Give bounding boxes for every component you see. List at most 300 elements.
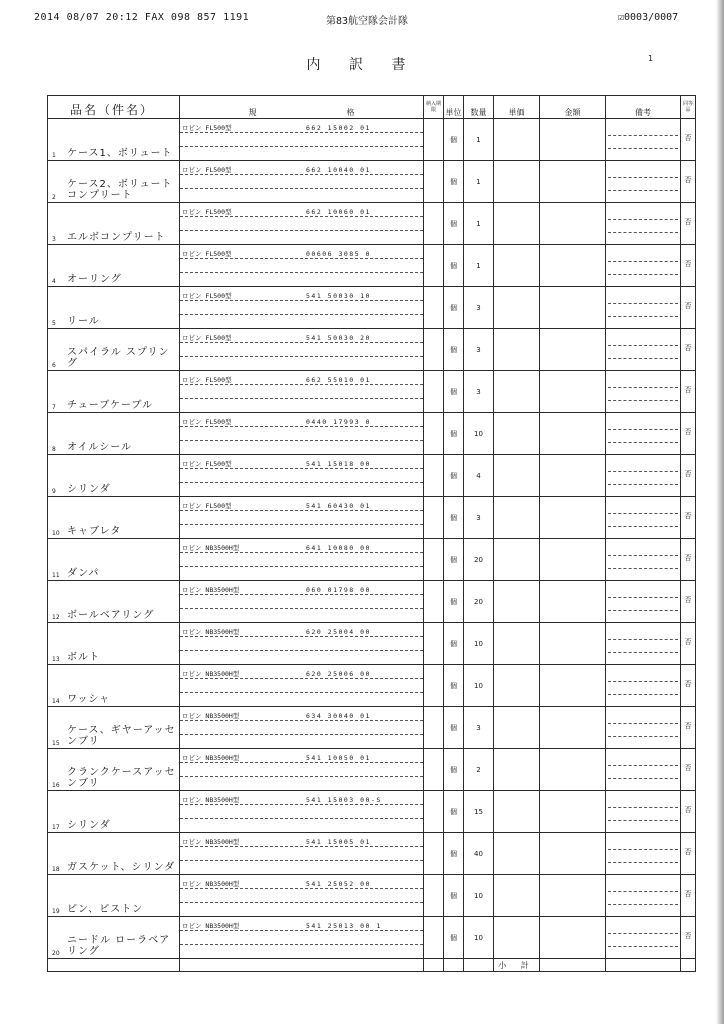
unit-cell: 個 <box>444 875 464 917</box>
spec-cell <box>180 875 424 917</box>
subtotal-blank <box>48 959 180 972</box>
unit-cell: 個 <box>444 413 464 455</box>
table-row <box>48 581 696 623</box>
qty-cell: 1 <box>464 161 494 203</box>
qty-cell: 10 <box>464 875 494 917</box>
spec-line <box>180 455 423 469</box>
item-name-cell <box>48 833 180 875</box>
tiny-col-cell <box>424 581 444 623</box>
spec-cell <box>180 665 424 707</box>
spec-model: ロビン NB3500H型 <box>182 628 240 636</box>
spec-blank-line <box>180 763 423 777</box>
equivalent-flag: 否 <box>681 581 696 623</box>
item-name: スパイラル スプリング <box>67 347 170 369</box>
spec-line <box>180 413 423 427</box>
note-line <box>608 501 678 514</box>
row-number: 6 <box>52 362 56 369</box>
table-row <box>48 161 696 203</box>
spec-cell <box>180 497 424 539</box>
spec-model: ロビン FL500型 <box>182 376 232 384</box>
note-line <box>608 123 678 136</box>
equivalent-flag: 否 <box>681 245 696 287</box>
item-name: ピン、ピストン <box>67 904 144 915</box>
spec-cell <box>180 455 424 497</box>
item-name-cell <box>48 497 180 539</box>
subtotal-amount <box>540 959 606 972</box>
table-row <box>48 245 696 287</box>
spec-model: ロビン NB3500H型 <box>182 712 240 720</box>
note-cell <box>606 749 681 791</box>
col-header-spec-a: 規 <box>248 108 257 117</box>
note-line <box>608 136 678 149</box>
note-line <box>608 934 678 947</box>
spec-blank-line <box>180 427 423 441</box>
row-number: 18 <box>52 866 60 873</box>
note-line <box>608 207 678 220</box>
qty-cell: 3 <box>464 371 494 413</box>
row-number: 12 <box>52 614 60 621</box>
row-number: 17 <box>52 824 60 831</box>
qty-cell: 1 <box>464 119 494 161</box>
item-name-cell <box>48 581 180 623</box>
note-line <box>608 346 678 359</box>
tiny-col-cell <box>424 833 444 875</box>
note-line <box>608 808 678 821</box>
item-name-cell <box>48 287 180 329</box>
equivalent-flag: 否 <box>681 917 696 959</box>
unit-cell: 個 <box>444 917 464 959</box>
table-header-row <box>48 96 696 119</box>
note-line <box>608 669 678 682</box>
note-cell <box>606 707 681 749</box>
unit-price-cell <box>494 161 540 203</box>
row-number: 20 <box>52 950 60 957</box>
note-line <box>608 921 678 934</box>
unit-cell: 個 <box>444 245 464 287</box>
row-number: 4 <box>52 278 56 285</box>
spec-line <box>180 119 423 133</box>
note-line <box>608 291 678 304</box>
spec-cell <box>180 581 424 623</box>
equivalent-flag: 否 <box>681 287 696 329</box>
spec-cell <box>180 833 424 875</box>
item-name-cell <box>48 791 180 833</box>
spec-line <box>180 371 423 385</box>
unit-price-cell <box>494 497 540 539</box>
spec-part-number: 620 25004 00 <box>306 628 371 636</box>
spec-cell <box>180 413 424 455</box>
spec-part-number: 662 10060 01 <box>306 208 371 216</box>
subtotal-blank <box>180 959 424 972</box>
spec-cell <box>180 749 424 791</box>
equivalent-flag: 否 <box>681 791 696 833</box>
tiny-col-cell <box>424 749 444 791</box>
tiny-col-cell <box>424 707 444 749</box>
note-line <box>608 388 678 401</box>
tiny-col-cell <box>424 665 444 707</box>
spec-line <box>180 749 423 763</box>
note-line <box>608 304 678 317</box>
spec-cell <box>180 161 424 203</box>
item-name: エルボコンプリート <box>67 232 166 243</box>
spec-line <box>180 917 423 931</box>
col-header-note: 備考 <box>606 96 681 119</box>
unit-cell: 個 <box>444 623 464 665</box>
unit-price-cell <box>494 119 540 161</box>
amount-cell <box>540 917 606 959</box>
spec-model: ロビン FL500型 <box>182 166 232 174</box>
equivalent-flag: 否 <box>681 119 696 161</box>
spec-blank-line <box>180 301 423 315</box>
table-row <box>48 791 696 833</box>
table-row <box>48 875 696 917</box>
table-row <box>48 749 696 791</box>
spec-blank-line <box>180 595 423 609</box>
unit-price-cell <box>494 791 540 833</box>
spec-model: ロビン FL500型 <box>182 208 232 216</box>
spec-model: ロビン FL500型 <box>182 250 232 258</box>
note-cell <box>606 161 681 203</box>
col-header-flag: 同等品 <box>681 96 696 119</box>
amount-cell <box>540 665 606 707</box>
unit-cell: 個 <box>444 539 464 581</box>
note-line <box>608 165 678 178</box>
spec-blank-line <box>180 637 423 651</box>
item-name: オイルシール <box>67 442 133 453</box>
spec-blank-line <box>180 343 423 357</box>
unit-price-cell <box>494 371 540 413</box>
page-title: 内 訳 書 <box>306 57 418 73</box>
amount-cell <box>540 875 606 917</box>
subtotal-blank <box>424 959 444 972</box>
unit-cell: 個 <box>444 791 464 833</box>
spec-cell <box>180 707 424 749</box>
tiny-col-cell <box>424 917 444 959</box>
amount-cell <box>540 245 606 287</box>
spec-line <box>180 833 423 847</box>
note-line <box>608 459 678 472</box>
unit-cell: 個 <box>444 749 464 791</box>
spec-cell <box>180 119 424 161</box>
row-number: 2 <box>52 194 56 201</box>
spec-line <box>180 497 423 511</box>
amount-cell <box>540 623 606 665</box>
item-name-cell <box>48 371 180 413</box>
equivalent-flag: 否 <box>681 875 696 917</box>
spec-blank-line <box>180 385 423 399</box>
spec-model: ロビン FL500型 <box>182 292 232 300</box>
spec-blank-line <box>180 889 423 903</box>
amount-cell <box>540 119 606 161</box>
unit-cell: 個 <box>444 161 464 203</box>
note-line <box>608 598 678 611</box>
note-line <box>608 682 678 695</box>
spec-line <box>180 245 423 259</box>
note-line <box>608 249 678 262</box>
note-cell <box>606 371 681 413</box>
amount-cell <box>540 371 606 413</box>
fax-sender-name: 第83航空隊会計隊 <box>326 16 409 27</box>
unit-price-cell <box>494 917 540 959</box>
spec-model: ロビン FL500型 <box>182 460 232 468</box>
table-row <box>48 119 696 161</box>
item-name: ワッシャ <box>67 694 111 705</box>
qty-cell: 3 <box>464 329 494 371</box>
equivalent-flag: 否 <box>681 497 696 539</box>
row-number: 1 <box>52 152 56 159</box>
tiny-col-cell <box>424 203 444 245</box>
spec-line <box>180 539 423 553</box>
row-number: 7 <box>52 404 56 411</box>
note-cell <box>606 413 681 455</box>
spec-blank-line <box>180 259 423 273</box>
unit-price-cell <box>494 833 540 875</box>
amount-cell <box>540 539 606 581</box>
spec-model: ロビン NB3500H型 <box>182 670 240 678</box>
note-line <box>608 879 678 892</box>
tiny-col-cell <box>424 161 444 203</box>
spec-part-number: 541 10050 01 <box>306 754 371 762</box>
table-row <box>48 833 696 875</box>
note-line <box>608 627 678 640</box>
qty-cell: 1 <box>464 203 494 245</box>
tiny-col-cell <box>424 329 444 371</box>
breakdown-table <box>47 95 696 972</box>
note-line <box>608 753 678 766</box>
row-number: 14 <box>52 698 60 705</box>
note-cell <box>606 581 681 623</box>
note-line <box>608 178 678 191</box>
spec-part-number: 541 15005 01 <box>306 838 371 846</box>
item-name-cell <box>48 245 180 287</box>
unit-cell: 個 <box>444 833 464 875</box>
note-cell <box>606 917 681 959</box>
spec-model: ロビン NB3500H型 <box>182 544 240 552</box>
amount-cell <box>540 707 606 749</box>
equivalent-flag: 否 <box>681 413 696 455</box>
item-name: ボールベアリング <box>67 610 155 621</box>
unit-price-cell <box>494 623 540 665</box>
unit-price-cell <box>494 581 540 623</box>
unit-cell: 個 <box>444 287 464 329</box>
equivalent-flag: 否 <box>681 749 696 791</box>
amount-cell <box>540 161 606 203</box>
unit-cell: 個 <box>444 371 464 413</box>
spec-cell <box>180 539 424 581</box>
spec-cell <box>180 329 424 371</box>
spec-part-number: 662 55010 01 <box>306 376 371 384</box>
table-row <box>48 371 696 413</box>
spec-part-number: 541 25013 00 1 <box>306 922 382 930</box>
tiny-col-cell <box>424 287 444 329</box>
spec-part-number: 541 15018 00 <box>306 460 371 468</box>
item-name: リール <box>67 316 100 327</box>
unit-cell: 個 <box>444 203 464 245</box>
note-line <box>608 766 678 779</box>
note-cell <box>606 791 681 833</box>
spec-line <box>180 581 423 595</box>
item-name: ガスケット、シリンダ <box>67 862 176 873</box>
note-cell <box>606 119 681 161</box>
unit-cell: 個 <box>444 119 464 161</box>
scan-edge-shadow <box>716 0 724 1024</box>
spec-line <box>180 665 423 679</box>
spec-part-number: 00606 3085 0 <box>306 250 371 258</box>
spec-part-number: 541 15003 00-S <box>306 796 382 804</box>
fax-page-counter: ☑0003/0007 <box>618 12 679 23</box>
amount-cell <box>540 287 606 329</box>
fax-header <box>0 8 724 26</box>
note-line <box>608 262 678 275</box>
subtotal-row <box>48 959 696 972</box>
row-number: 16 <box>52 782 60 789</box>
spec-part-number: 541 50030 20 <box>306 334 371 342</box>
spec-line <box>180 287 423 301</box>
row-number: 13 <box>52 656 60 663</box>
item-name: チューブケーブル <box>67 400 153 411</box>
unit-cell: 個 <box>444 581 464 623</box>
table-row <box>48 329 696 371</box>
note-cell <box>606 287 681 329</box>
note-line <box>608 837 678 850</box>
item-name-cell <box>48 917 180 959</box>
tiny-col-cell <box>424 875 444 917</box>
table-row <box>48 539 696 581</box>
unit-price-cell <box>494 707 540 749</box>
note-cell <box>606 203 681 245</box>
unit-price-cell <box>494 287 540 329</box>
note-line <box>608 711 678 724</box>
item-name: キャブレタ <box>67 526 122 537</box>
amount-cell <box>540 497 606 539</box>
subtotal-blank <box>681 959 696 972</box>
note-line <box>608 543 678 556</box>
spec-cell <box>180 917 424 959</box>
note-cell <box>606 539 681 581</box>
item-name: クランクケースアッセンブリ <box>67 767 176 789</box>
spec-part-number: 620 25006 00 <box>306 670 371 678</box>
spec-part-number: 060 01798 00 <box>306 586 371 594</box>
note-line <box>608 724 678 737</box>
spec-model: ロビン NB3500H型 <box>182 922 240 930</box>
spec-model: ロビン FL500型 <box>182 124 232 132</box>
qty-cell: 10 <box>464 413 494 455</box>
note-line <box>608 556 678 569</box>
row-number: 5 <box>52 320 56 327</box>
note-cell <box>606 497 681 539</box>
note-line <box>608 220 678 233</box>
item-name-cell <box>48 119 180 161</box>
spec-model: ロビン NB3500H型 <box>182 754 240 762</box>
qty-cell: 10 <box>464 917 494 959</box>
table-row <box>48 413 696 455</box>
qty-cell: 10 <box>464 665 494 707</box>
unit-price-cell <box>494 749 540 791</box>
spec-part-number: 634 30040 01 <box>306 712 371 720</box>
unit-cell: 個 <box>444 665 464 707</box>
row-number: 19 <box>52 908 60 915</box>
spec-line <box>180 161 423 175</box>
note-cell <box>606 455 681 497</box>
spec-model: ロビン FL500型 <box>182 502 232 510</box>
item-name: シリンダ <box>67 820 111 831</box>
col-header-unit: 単位 <box>444 96 464 119</box>
spec-blank-line <box>180 721 423 735</box>
col-header-unit-price: 単価 <box>494 96 540 119</box>
item-name-cell <box>48 329 180 371</box>
spec-cell <box>180 791 424 833</box>
qty-cell: 20 <box>464 539 494 581</box>
subtotal-blank <box>464 959 494 972</box>
spec-blank-line <box>180 175 423 189</box>
equivalent-flag: 否 <box>681 707 696 749</box>
note-cell <box>606 833 681 875</box>
table-row <box>48 917 696 959</box>
equivalent-flag: 否 <box>681 161 696 203</box>
table-row <box>48 203 696 245</box>
item-name: ケース1、ボリュート <box>67 148 173 159</box>
spec-model: ロビン NB3500H型 <box>182 880 240 888</box>
unit-price-cell <box>494 875 540 917</box>
unit-price-cell <box>494 329 540 371</box>
spec-part-number: 541 50030 10 <box>306 292 371 300</box>
tiny-col-cell <box>424 455 444 497</box>
spec-model: ロビン NB3500H型 <box>182 586 240 594</box>
item-name-cell <box>48 665 180 707</box>
item-name: ダンパ <box>67 568 100 579</box>
note-line <box>608 333 678 346</box>
col-header-name: 品名（件名） <box>48 96 180 119</box>
spec-blank-line <box>180 553 423 567</box>
spec-blank-line <box>180 133 423 147</box>
spec-model: ロビン FL500型 <box>182 334 232 342</box>
tiny-col-cell <box>424 413 444 455</box>
spec-part-number: 662 15002 01 <box>306 124 371 132</box>
qty-cell: 40 <box>464 833 494 875</box>
note-line <box>608 417 678 430</box>
unit-price-cell <box>494 245 540 287</box>
note-cell <box>606 875 681 917</box>
spec-model: ロビン NB3500H型 <box>182 838 240 846</box>
qty-cell: 3 <box>464 497 494 539</box>
equivalent-flag: 否 <box>681 329 696 371</box>
table-row <box>48 497 696 539</box>
qty-cell: 2 <box>464 749 494 791</box>
item-name: ボルト <box>67 652 100 663</box>
item-name-cell <box>48 539 180 581</box>
equivalent-flag: 否 <box>681 371 696 413</box>
unit-cell: 個 <box>444 455 464 497</box>
note-line <box>608 795 678 808</box>
spec-part-number: 541 60430 01 <box>306 502 371 510</box>
row-number: 9 <box>52 488 56 495</box>
note-line <box>608 430 678 443</box>
unit-cell: 個 <box>444 329 464 371</box>
note-line <box>608 585 678 598</box>
spec-model: ロビン NB3500H型 <box>182 796 240 804</box>
note-line <box>608 472 678 485</box>
fax-sender-line: 2014 08/07 20:12 FAX 098 857 1191 <box>34 12 250 23</box>
item-name-cell <box>48 749 180 791</box>
spec-line <box>180 623 423 637</box>
spec-cell <box>180 371 424 413</box>
amount-cell <box>540 581 606 623</box>
table-row <box>48 287 696 329</box>
col-header-spec <box>180 96 424 119</box>
amount-cell <box>540 455 606 497</box>
note-cell <box>606 245 681 287</box>
item-name-cell <box>48 203 180 245</box>
